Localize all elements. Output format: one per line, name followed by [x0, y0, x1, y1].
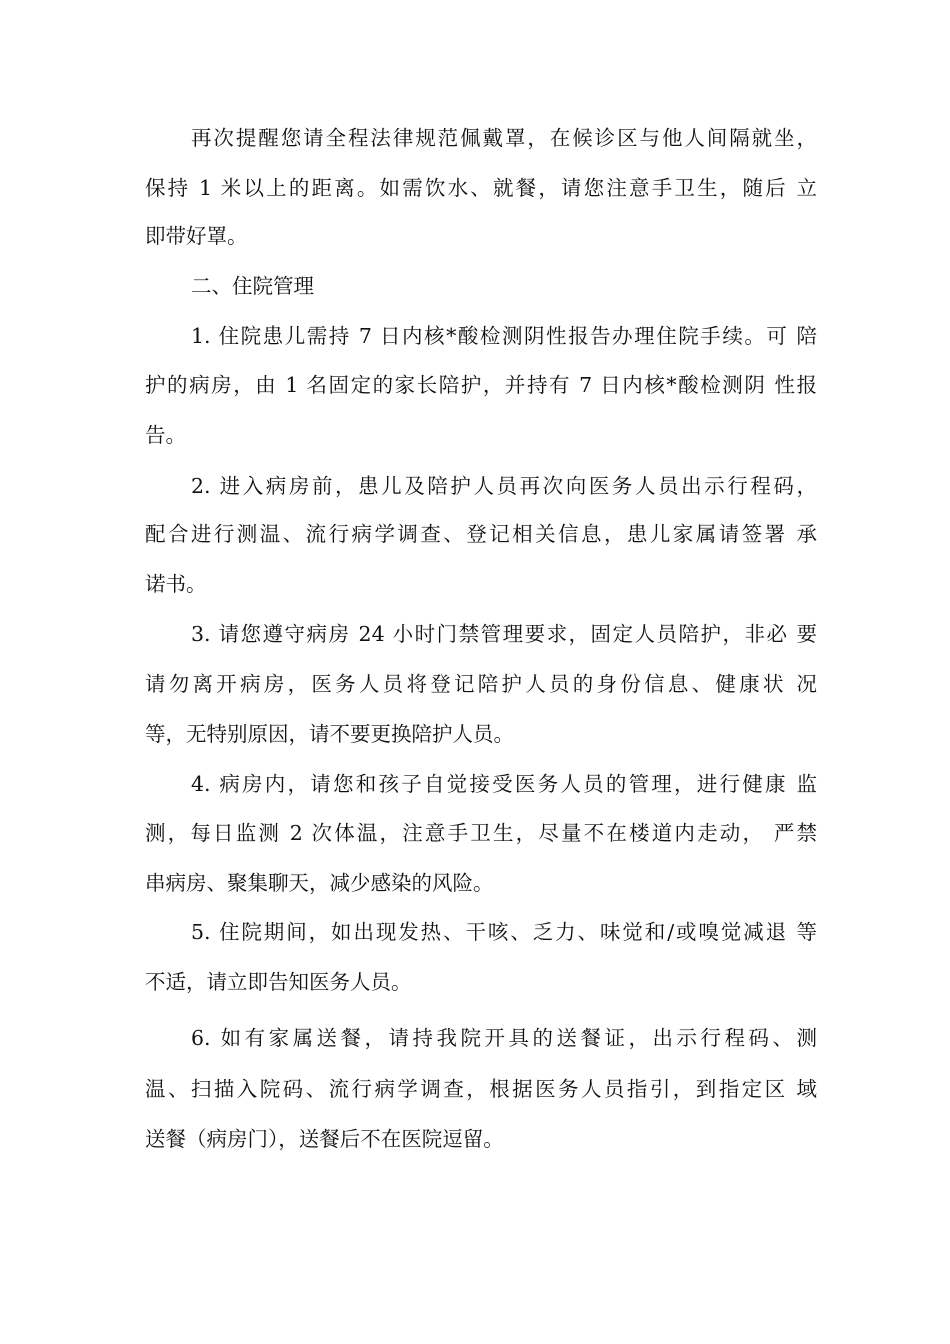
item-6-line-1: 6. 如有家属送餐，请持我院开具的送餐证，出示行程码、测 [191, 1026, 817, 1050]
item-4-line-2: 测，每日监测 2 次体温，注意手卫生，尽量不在楼道内走动， 严禁 [145, 821, 817, 845]
item-5-line-2: 不适，请立即告知医务人员。 [145, 970, 412, 994]
item-1-line-3: 告。 [145, 423, 186, 447]
section-heading: 二、住院管理 [191, 274, 314, 298]
item-5-line-1: 5. 住院期间，如出现发热、干咳、乏力、味觉和/或嗅觉减退 等 [191, 920, 817, 944]
paragraph-reminder-line-1: 再次提醒您请全程法律规范佩戴罩，在候诊区与他人间隔就坐， [191, 126, 817, 150]
item-4-line-1: 4. 病房内，请您和孩子自觉接受医务人员的管理，进行健康 监 [191, 772, 817, 796]
item-3-line-2: 请勿离开病房，医务人员将登记陪护人员的身份信息、健康状 况 [145, 672, 817, 696]
item-1-line-2: 护的病房，由 1 名固定的家长陪护，并持有 7 日内核*酸检测阴 性报 [145, 373, 817, 397]
item-6-line-2: 温、扫描入院码、流行病学调查，根据医务人员指引，到指定区 域 [145, 1077, 817, 1101]
item-3-line-1: 3. 请您遵守病房 24 小时门禁管理要求，固定人员陪护，非必 要 [191, 622, 817, 646]
item-2-line-1: 2. 进入病房前，患儿及陪护人员再次向医务人员出示行程码， [191, 474, 817, 498]
item-1-line-1: 1. 住院患儿需持 7 日内核*酸检测阴性报告办理住院手续。可 陪 [191, 324, 817, 348]
item-2-line-3: 诺书。 [145, 572, 207, 596]
paragraph-reminder-line-2: 保持 1 米以上的距离。如需饮水、就餐，请您注意手卫生，随后 立 [145, 176, 817, 200]
item-2-line-2: 配合进行测温、流行病学调查、登记相关信息，患儿家属请签署 承 [145, 522, 817, 546]
item-3-line-3: 等，无特别原因，请不要更换陪护人员。 [145, 722, 514, 746]
item-6-line-3: 送餐（病房门），送餐后不在医院逗留。 [145, 1127, 504, 1151]
item-4-line-3: 串病房、聚集聊天，减少感染的风险。 [145, 871, 494, 895]
paragraph-reminder-line-3: 即带好罩。 [145, 224, 248, 248]
